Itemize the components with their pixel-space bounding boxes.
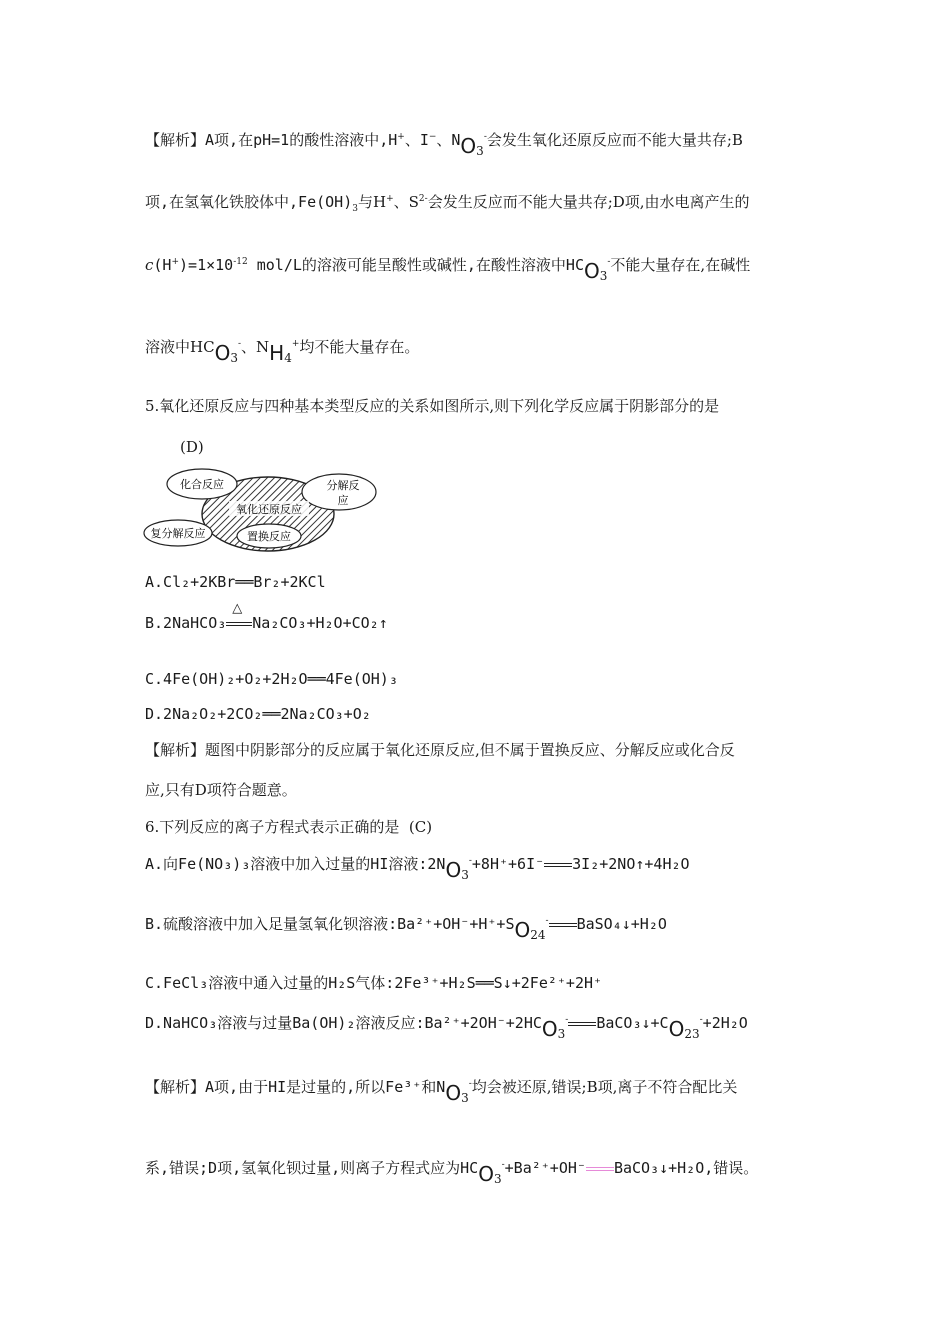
subscript: 3 xyxy=(493,1172,502,1186)
subscript: 3 xyxy=(476,144,484,158)
superscript: - xyxy=(468,856,472,866)
analysis-label: 【解析】 xyxy=(145,741,206,759)
ion-letter: O xyxy=(514,918,531,942)
text: 均不能大量存在。 xyxy=(299,338,420,356)
subscript: 3 xyxy=(691,1027,700,1041)
double-displacement-label: 复分解反应 xyxy=(150,527,206,540)
text: A项,在pH=1的酸性溶液中,H xyxy=(205,131,398,149)
text: 3I₂+2NO↑+4H₂O xyxy=(572,855,690,873)
text: BaSO₄↓+H₂O xyxy=(576,915,667,933)
ion-letter: O xyxy=(668,1017,685,1041)
subscript: 3 xyxy=(557,1027,566,1041)
text: A项,由于HI是过量的,所以Fe³⁺和N xyxy=(205,1078,446,1096)
superscript: - xyxy=(565,1015,569,1025)
superscript: - xyxy=(468,1079,472,1089)
text: 均会被还原,错误;B项,离子不符合配比关 xyxy=(471,1078,738,1096)
text: B.硫酸溶液中加入足量氢氧化钡溶液:Ba²⁺+OH⁻+H⁺+S xyxy=(145,915,515,933)
analysis-label: 【解析】 xyxy=(145,1078,206,1096)
q5-option-c: C.4Fe(OH)₂+O₂+2H₂O══4Fe(OH)₃ xyxy=(145,670,398,688)
reaction-relation-diagram xyxy=(143,467,383,557)
superscript: - xyxy=(699,1015,703,1025)
q4-analysis-line-4 xyxy=(145,335,420,365)
text: 、N xyxy=(436,131,461,149)
combination-label: 化合反应 xyxy=(180,478,224,491)
subscript: 2 xyxy=(530,928,538,942)
q6-option-a xyxy=(145,852,690,882)
text: 会发生氧化还原反应而不能大量共存;B xyxy=(486,131,743,149)
superscript: - xyxy=(501,1160,505,1170)
text: (H xyxy=(153,256,172,274)
q6-option-c: C.FeCl₃溶液中通入过量的H₂S气体:2Fe³⁺+H₂S══S↓+2Fe²⁺+2H⁺ xyxy=(145,974,603,992)
text: 与H xyxy=(357,193,387,211)
superscript: - xyxy=(237,339,241,349)
text: +2H₂O xyxy=(702,1014,748,1032)
q6-option-b xyxy=(145,912,667,942)
text: BaCO₃↓+C xyxy=(596,1014,669,1032)
text: B.2NaHCO₃ xyxy=(145,614,227,632)
subscript: 4 xyxy=(284,351,292,365)
q6-analysis-1 xyxy=(145,1075,738,1105)
text: +Ba²⁺+OH⁻ xyxy=(504,1159,586,1177)
subscript: 3 xyxy=(352,204,358,214)
superscript: + xyxy=(386,194,394,204)
text: 项,在氢氧化铁胶体中,Fe(OH) xyxy=(145,193,353,211)
text: 、I xyxy=(404,131,429,149)
q4-analysis-line-2 xyxy=(145,192,750,215)
text: A.向Fe(NO₃)₃溶液中加入过量的HI溶液:2N xyxy=(145,855,446,873)
q5-option-d: D.2Na₂O₂+2CO₂══2Na₂CO₃+O₂ xyxy=(145,705,371,723)
text: D.NaHCO₃溶液与过量Ba(OH)₂溶液反应:Ba²⁺+2OH⁻+2HC xyxy=(145,1014,542,1032)
superscript: - xyxy=(607,257,611,267)
subscript: 4 xyxy=(537,928,546,942)
q5-option-b xyxy=(145,601,388,633)
ion-letter: O xyxy=(541,1017,558,1041)
ion-letter: O xyxy=(445,1081,462,1105)
equals-sign xyxy=(586,1164,614,1174)
subscript: 3 xyxy=(461,868,469,882)
equals-sign xyxy=(226,619,252,629)
q6-analysis-2 xyxy=(145,1156,759,1186)
ion-letter: O xyxy=(478,1162,494,1186)
heat-symbol: △ xyxy=(232,601,243,616)
superscript: + xyxy=(397,132,405,142)
superscript: -12 xyxy=(233,257,248,267)
q6-option-d xyxy=(145,1011,748,1041)
text: Na₂CO₃+H₂O+CO₂↑ xyxy=(252,614,388,632)
text: 溶液中HC xyxy=(145,338,215,356)
q5-answer: (D) xyxy=(180,438,204,456)
text: 、N xyxy=(241,338,270,356)
text: +8H⁺+6I⁻ xyxy=(471,855,545,873)
ion-letter: O xyxy=(214,341,231,365)
superscript: − xyxy=(428,132,437,142)
subscript: 3 xyxy=(230,351,238,365)
equals-sign xyxy=(568,1019,596,1029)
text: BaCO₃↓+H₂O,错误。 xyxy=(613,1159,759,1177)
q5-stem: 5.氧化还原反应与四种基本类型反应的关系如图所示,则下列化学反应属于阴影部分的是 xyxy=(145,397,720,415)
q5-analysis-2: 应,只有D项符合题意。 xyxy=(145,781,297,799)
ion-letter: O xyxy=(445,858,462,882)
subscript: 2 xyxy=(684,1027,692,1041)
q6-answer: (C) xyxy=(408,818,433,836)
equals-sign xyxy=(544,860,572,870)
ion-letter: O xyxy=(460,134,477,158)
equals-sign xyxy=(549,920,577,930)
subscript: 3 xyxy=(461,1091,469,1105)
displacement-label: 置换反应 xyxy=(247,530,291,543)
superscript: 2- xyxy=(418,194,428,204)
superscript: - xyxy=(483,132,487,142)
superscript: + xyxy=(291,339,300,349)
ion-letter: H xyxy=(269,341,285,365)
q4-analysis-line-1 xyxy=(145,128,743,158)
superscript: + xyxy=(171,257,180,267)
text: 题图中阴影部分的反应属于氧化还原反应,但不属于置换反应、分解反应或化合反 xyxy=(205,741,735,759)
text: 6.下列反应的离子方程式表示正确的是 xyxy=(145,818,400,836)
subscript: 3 xyxy=(599,269,608,283)
decomposition-label: 分解反 xyxy=(326,479,360,492)
text: mol/L的溶液可能呈酸性或碱性,在酸性溶液中HC xyxy=(247,256,584,274)
ion-letter: O xyxy=(583,259,600,283)
text: )=1×10 xyxy=(179,256,234,274)
q5-option-a: A.Cl₂+2KBr══Br₂+2KCl xyxy=(145,573,326,591)
text: 不能大量存在,在碱性 xyxy=(610,256,751,274)
text: 会发生反应而不能大量共存;D项,由水电离产生的 xyxy=(427,193,750,211)
text: 、S xyxy=(393,193,419,211)
q6-stem xyxy=(145,817,432,837)
superscript: - xyxy=(545,916,549,926)
text: 系,错误;D项,氢氧化钡过量,则离子方程式应为HC xyxy=(145,1159,479,1177)
analysis-label: 【解析】 xyxy=(145,131,206,149)
redox-label: 氧化还原反应 xyxy=(236,503,302,516)
q5-analysis-1 xyxy=(145,740,735,760)
text: c xyxy=(145,256,154,274)
q4-analysis-line-3 xyxy=(145,253,751,283)
decomposition-label-2: 应 xyxy=(337,494,349,507)
heat-condition xyxy=(226,601,252,633)
